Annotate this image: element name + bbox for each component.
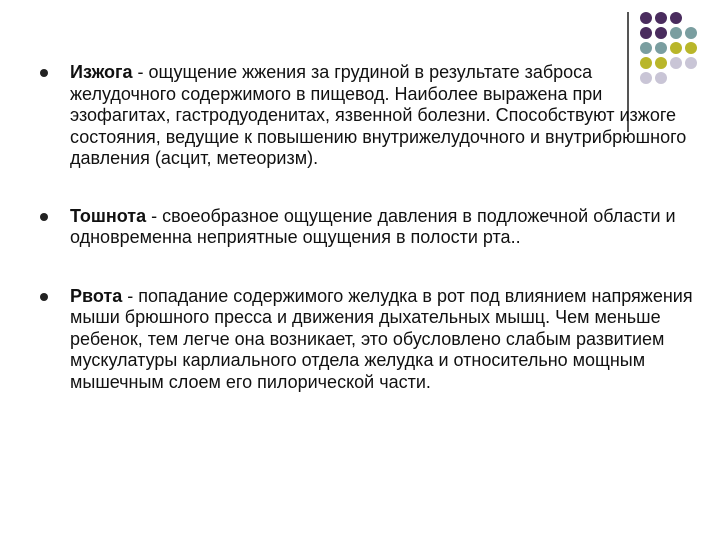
decorative-dot (670, 12, 682, 24)
term-vomiting: Рвота (70, 285, 123, 306)
definition-nausea: - своеобразное ощущение давления в подложечной области и одновременна неприятные ощущения в полости рта.. (70, 205, 676, 247)
bullet-marker (40, 213, 48, 221)
bullet-item-heartburn (40, 62, 700, 170)
decorative-dot (670, 27, 682, 39)
bullet-list (40, 62, 700, 393)
bullet-item-vomiting (40, 286, 700, 394)
decorative-dot (685, 42, 697, 54)
definition-vomiting: - попадание содержимого желудка в рот под влиянием напряжения мыши брюшного пресса и движения дыхательных мышц. Чем меньше ребенок, тем легче она возникает, это обусловлено слабым развитием мускулатуры карлиального отдела желудка и относительно мощным мышечным слоем его пилорической части. (70, 285, 693, 392)
term-nausea: Тошнота (70, 205, 147, 226)
decorative-dot (640, 27, 652, 39)
term-heartburn: Изжога (70, 62, 133, 82)
bullet-item-nausea (40, 206, 700, 249)
decorative-dot (640, 42, 652, 54)
decorative-dot (685, 27, 697, 39)
decorative-dot (640, 12, 652, 24)
bullet-marker (40, 69, 48, 77)
decorative-dot (655, 42, 667, 54)
decorative-dot (655, 12, 667, 24)
bullet-marker (40, 293, 48, 301)
decorative-dot (655, 27, 667, 39)
decorative-dot (670, 42, 682, 54)
definition-heartburn: - ощущение жжения за грудиной в результате заброса желудочного содержимого в пищевод. Наиболее выражена при эзофагитах, гастродуоденитах, язвенной болезни. Способствуют изжоге состояния, ведущие к повышению внутрижелудочного и внутрибрюшного давления (асцит, метеоризм). (70, 62, 687, 168)
